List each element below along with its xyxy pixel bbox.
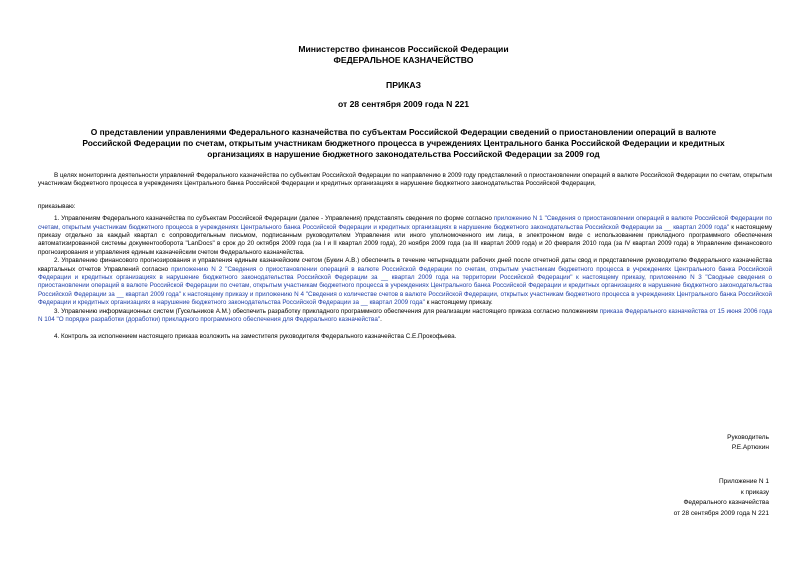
order-date: от 28 сентября 2009 года N 221 bbox=[337, 99, 470, 109]
paragraph-2 bbox=[38, 257, 772, 307]
paragraph-1-text-end: к настоящему приказу отдельно за каждый квартал с сопроводительным письмом, подписанным руководителем Управления или иного уполномоченного им лица, в электронном виде с использованием прикладного программного обеспечения автоматизированной системы документооборота "LanDocs" в срок до 20 октября 2009 года (за I и II квартал 2009 года), 20 ноября 2009 года (за III квартал 2009 года) и 20 февраля 2010 года (за IV квартал 2009 года) в Управление финансового прогнозирования и управления единым казначейским счетом Федерального казначейства. bbox=[38, 223, 772, 256]
preamble-paragraph: В целях мониторинга деятельности управлений Федерального казначейства по субъектам Российской Федерации по направлению в 2009 году представлений о приостановлении операций в валюте Российской Федерации по счетам, открытым участникам бюджетного процесса в учреждениях Центрального банка Российской Федерации и кредитных организациях в нарушение бюджетного законодательства Российской Федерации, bbox=[38, 172, 772, 188]
order-body bbox=[38, 172, 772, 341]
order-subject: О представлении управлениями Федерального казначейства по субъектам Российской Федерации сведений о приостановлении операций в валюте Российской Федерации по счетам, открытым участникам бюджетного процесса в учреждениях Центрального банка Российской Федерации и кредитных организациях в нарушение бюджетного законодательства Российской Федерации за 2009 год bbox=[82, 127, 725, 159]
signature-block bbox=[727, 433, 769, 453]
agency-name: ФЕДЕРАЛЬНОЕ КАЗНАЧЕЙСТВО bbox=[333, 55, 474, 65]
appendix-1-link[interactable]: приложению N 1 "Сведения о приостановлении операций в валюте Российской Федерации по счетам, открытым участникам бюджетного процесса в учреждениях Центрального банка Российской Федерации и кредитных организациях в нарушение бюджетного законодательства Российской Федерации за __ квартал 2009 года" bbox=[38, 215, 772, 231]
order-104-link[interactable]: приказа Федерального казначейства от 15 июня 2006 года N 104 "О порядке разработки (доработки) прикладного программного обеспечения для Федерального казначейства" bbox=[38, 307, 773, 324]
paragraph-3 bbox=[38, 308, 772, 325]
paragraph-4: 4. Контроль за исполнением настоящего приказа возложить на заместителя руководителя Федерального казначейства С.Е.Прокофьева. bbox=[54, 332, 457, 340]
appendix-line-3: Федерального казначейства bbox=[683, 499, 769, 506]
appendix-line-4: от 28 сентября 2009 года N 221 bbox=[673, 509, 769, 517]
signature-name: Р.Е.Артюхин bbox=[731, 444, 769, 451]
appendix-heading bbox=[674, 477, 769, 519]
paragraph-3-text-end: . bbox=[380, 316, 382, 324]
order-title: ПРИКАЗ bbox=[386, 80, 421, 90]
paragraph-1-text-start: 1. Управлениям Федерального казначейства по субъектам Российской Федерации (далее - Управления) представлять сведения по форме согласно bbox=[54, 215, 494, 223]
document-header bbox=[0, 44, 807, 66]
appendix-line-2: к приказу bbox=[740, 488, 769, 496]
paragraph-1 bbox=[38, 215, 772, 257]
signature-role: Руководитель bbox=[727, 434, 769, 441]
appendix-line-1: Приложение N 1 bbox=[718, 478, 769, 485]
paragraph-2-text-end: к настоящему приказу. bbox=[424, 299, 493, 307]
appendix-2-link[interactable]: приложению N 2 "Сведения о приостановлении операций в валюте Российской Федерации по счетам, открытым участникам бюджетного процесса в учреждениях Центрального банка Российской Федерации и кредитных организациях в нарушение бюджетного законодательства Российской Федерации за __ квартал 2009 года на территории Российской Федерации" к настоящему приказу, приложению N 3 "Сводные сведения о приостановлении операций в валюте Российской Федерации по счетам, открытым участникам бюджетного процесса в учреждениях Центрального банка Российской Федерации и кредитных организациях в нарушение бюджетного законодательства Российской Федерации за __ квартал 2009 года" к настоящему приказу и приложению N 4 "Сведения о количестве счетов в валюте Российской Федерации, открытых участникам бюджетного процесса в учреждениях Центрального банка Российской Федерации и кредитных организациях в нарушение бюджетного законодательства Российской Федерации за __ квартал 2009 года" bbox=[38, 265, 772, 307]
paragraph-3-text-start: 3. Управлению информационных систем (Гусельников А.М.) обеспечить разработку прикладного программного обеспечения для реализации настоящего приказа согласно положениям bbox=[54, 307, 600, 315]
ministry-name: Министерство финансов Российской Федерации bbox=[298, 44, 509, 54]
paragraph-2-text-start: 2. Управлению финансового прогнозирования и управления единым казначейским счетом (Букин А.В.) обеспечить в течение четырнадцати рабочих дней после отчетной даты свод и представление руководителю Федерального казначейства квартальных отчетов Управлений согласно bbox=[38, 257, 772, 273]
order-word: приказываю: bbox=[38, 202, 76, 210]
